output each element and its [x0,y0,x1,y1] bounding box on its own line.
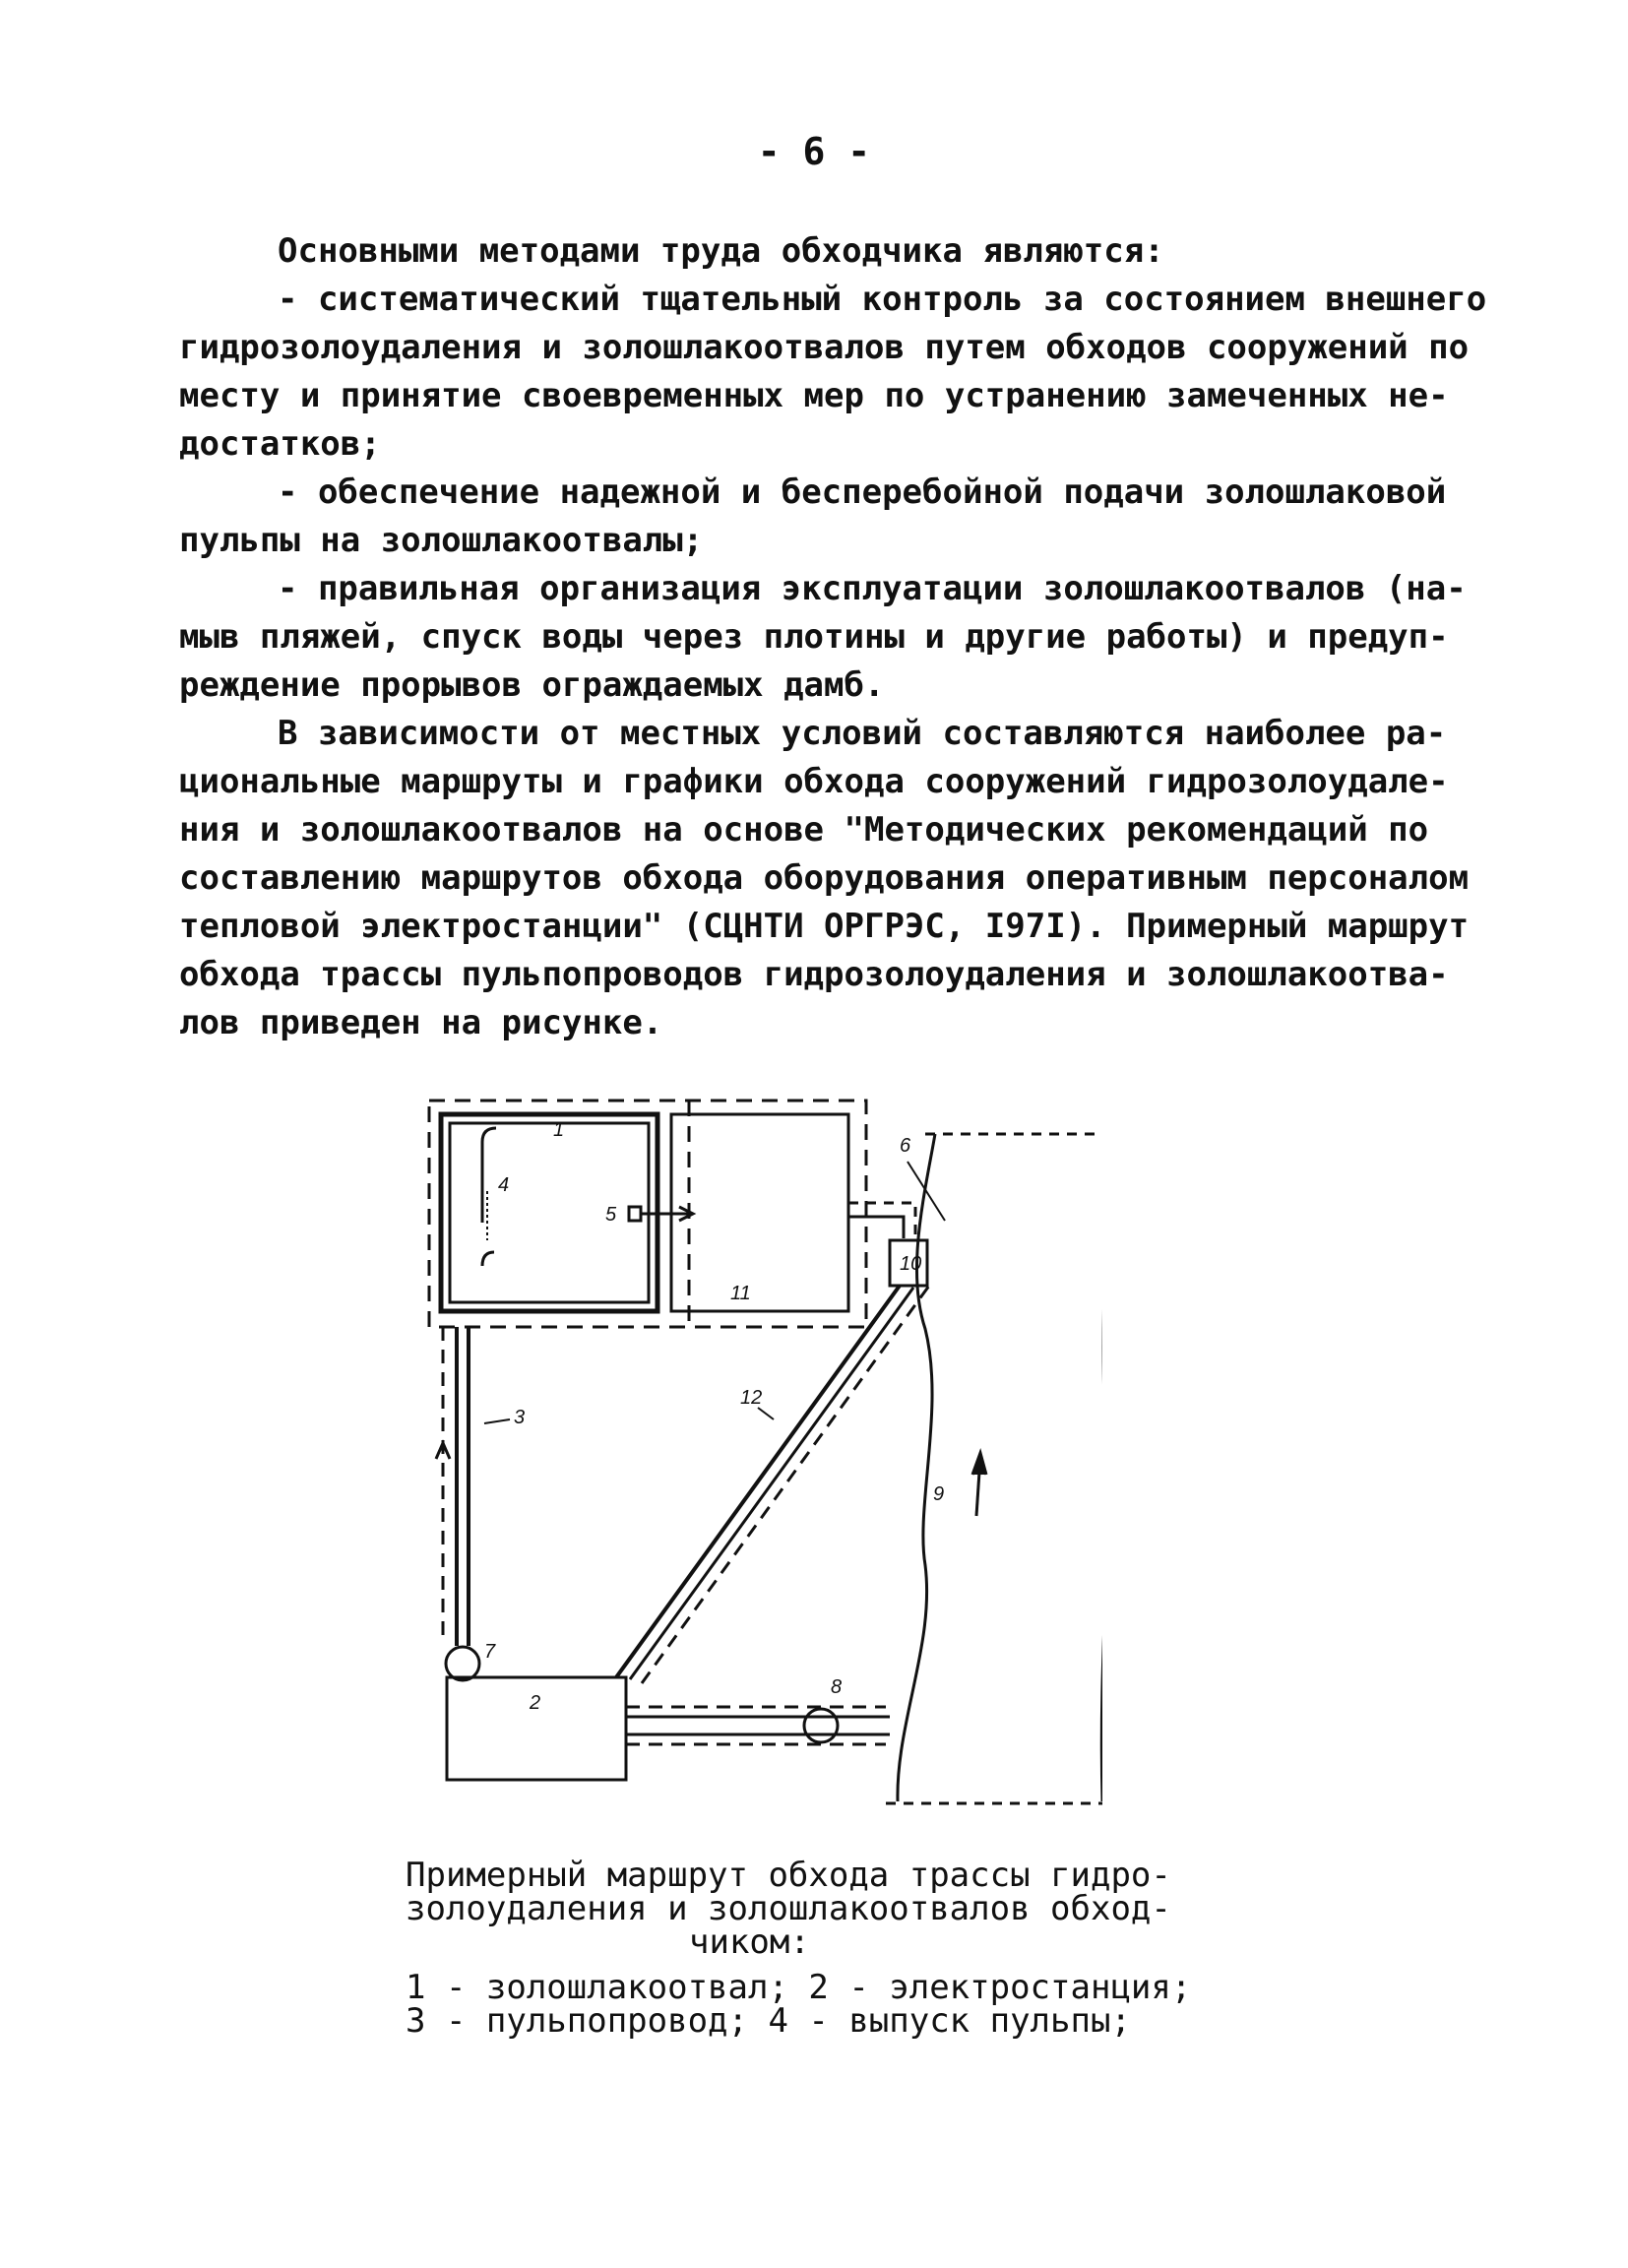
text-line: месту и принятие своевременных мер по устранению замеченных не- [179,376,1449,415]
caption-line: Примерный маршрут обхода трассы гидро- [406,1856,1171,1895]
text-line: лов приведен на рисунке. [179,1003,663,1042]
route-along-pipeline-12 [642,1286,929,1683]
caption-line: чиком: [689,1922,810,1962]
pulp-outlet-4-lower [482,1252,494,1266]
caption-legend-line: 1 - золошлакоотвал; 2 - электростанция; [406,1968,1192,2007]
river-flow-arrow-head [972,1453,986,1475]
text-line: - обеспечение надежной и бесперебойной подачи золошлаковой [278,472,1447,512]
label-3: 3 [514,1407,526,1428]
river-bank-right [1101,1134,1102,1801]
pump-7 [446,1647,479,1680]
route-diagram [394,1093,1102,1841]
ash-dump-1-inner [450,1123,649,1302]
text-line: В зависимости от местных условий составляются наиболее ра- [278,714,1447,753]
leader-3 [484,1419,510,1423]
label-4: 4 [498,1174,510,1196]
text-line: гидрозолоудаления и золошлакоотвалов путем обходов сооружений по [179,328,1470,367]
pipe-pond-to-pump [848,1217,904,1238]
text-line: Основными методами труда обходчика являются: [278,231,1164,271]
label-2: 2 [530,1692,541,1714]
text-line: достатков; [179,424,381,464]
page-number: - 6 - [757,130,871,173]
label-5: 5 [605,1204,617,1226]
caption-line: золоудаления и золошлакоотвалов обход- [406,1889,1171,1928]
text-line: составлению маршрутов обхода оборудования оперативным персоналом [179,858,1470,898]
leader-12 [758,1408,774,1419]
label-9: 9 [933,1483,945,1505]
caption-legend-line: 3 - пульпопровод; 4 - выпуск пульпы; [406,2001,1131,2041]
leader-6 [908,1162,945,1221]
route-pond-to-river [848,1203,915,1238]
label-10: 10 [900,1253,922,1275]
return-pipeline-12b [630,1288,913,1679]
text-line: - систематический тщательный контроль за состоянием внешнего [278,280,1487,319]
pump-8 [804,1709,838,1742]
label-11: 11 [730,1283,751,1304]
text-line: обхода трассы пульпопроводов гидрозолоудаления и золошлакоотва- [179,955,1449,994]
label-8: 8 [831,1676,843,1698]
text-line: мыв пляжей, спуск воды через плотины и другие работы) и предуп- [179,617,1449,657]
ash-dump-1 [441,1114,657,1311]
label-12: 12 [740,1387,763,1409]
label-6: 6 [900,1135,911,1157]
text-line: пульпы на золошлакоотвалы; [179,521,704,560]
discharge-5 [629,1207,641,1221]
pond-11 [671,1114,848,1311]
text-line: реждение прорывов ограждаемых дамб. [179,665,885,705]
text-line: - правильная организация эксплуатации золошлакоотвалов (на- [278,569,1467,608]
pulp-outlet-4-pipe [482,1128,496,1223]
text-line: циональные маршруты и графики обхода сооружений гидрозолоудале- [179,762,1449,801]
text-line: ния и золошлакоотвалов на основе "Методических рекомендаций по [179,810,1429,850]
return-pipeline-12 [616,1286,900,1677]
label-1: 1 [553,1119,565,1141]
label-7: 7 [484,1641,496,1663]
text-line: тепловой электростанции" (СЦНТИ ОРГРЭС, I97I). Примерный маршрут [179,907,1470,946]
